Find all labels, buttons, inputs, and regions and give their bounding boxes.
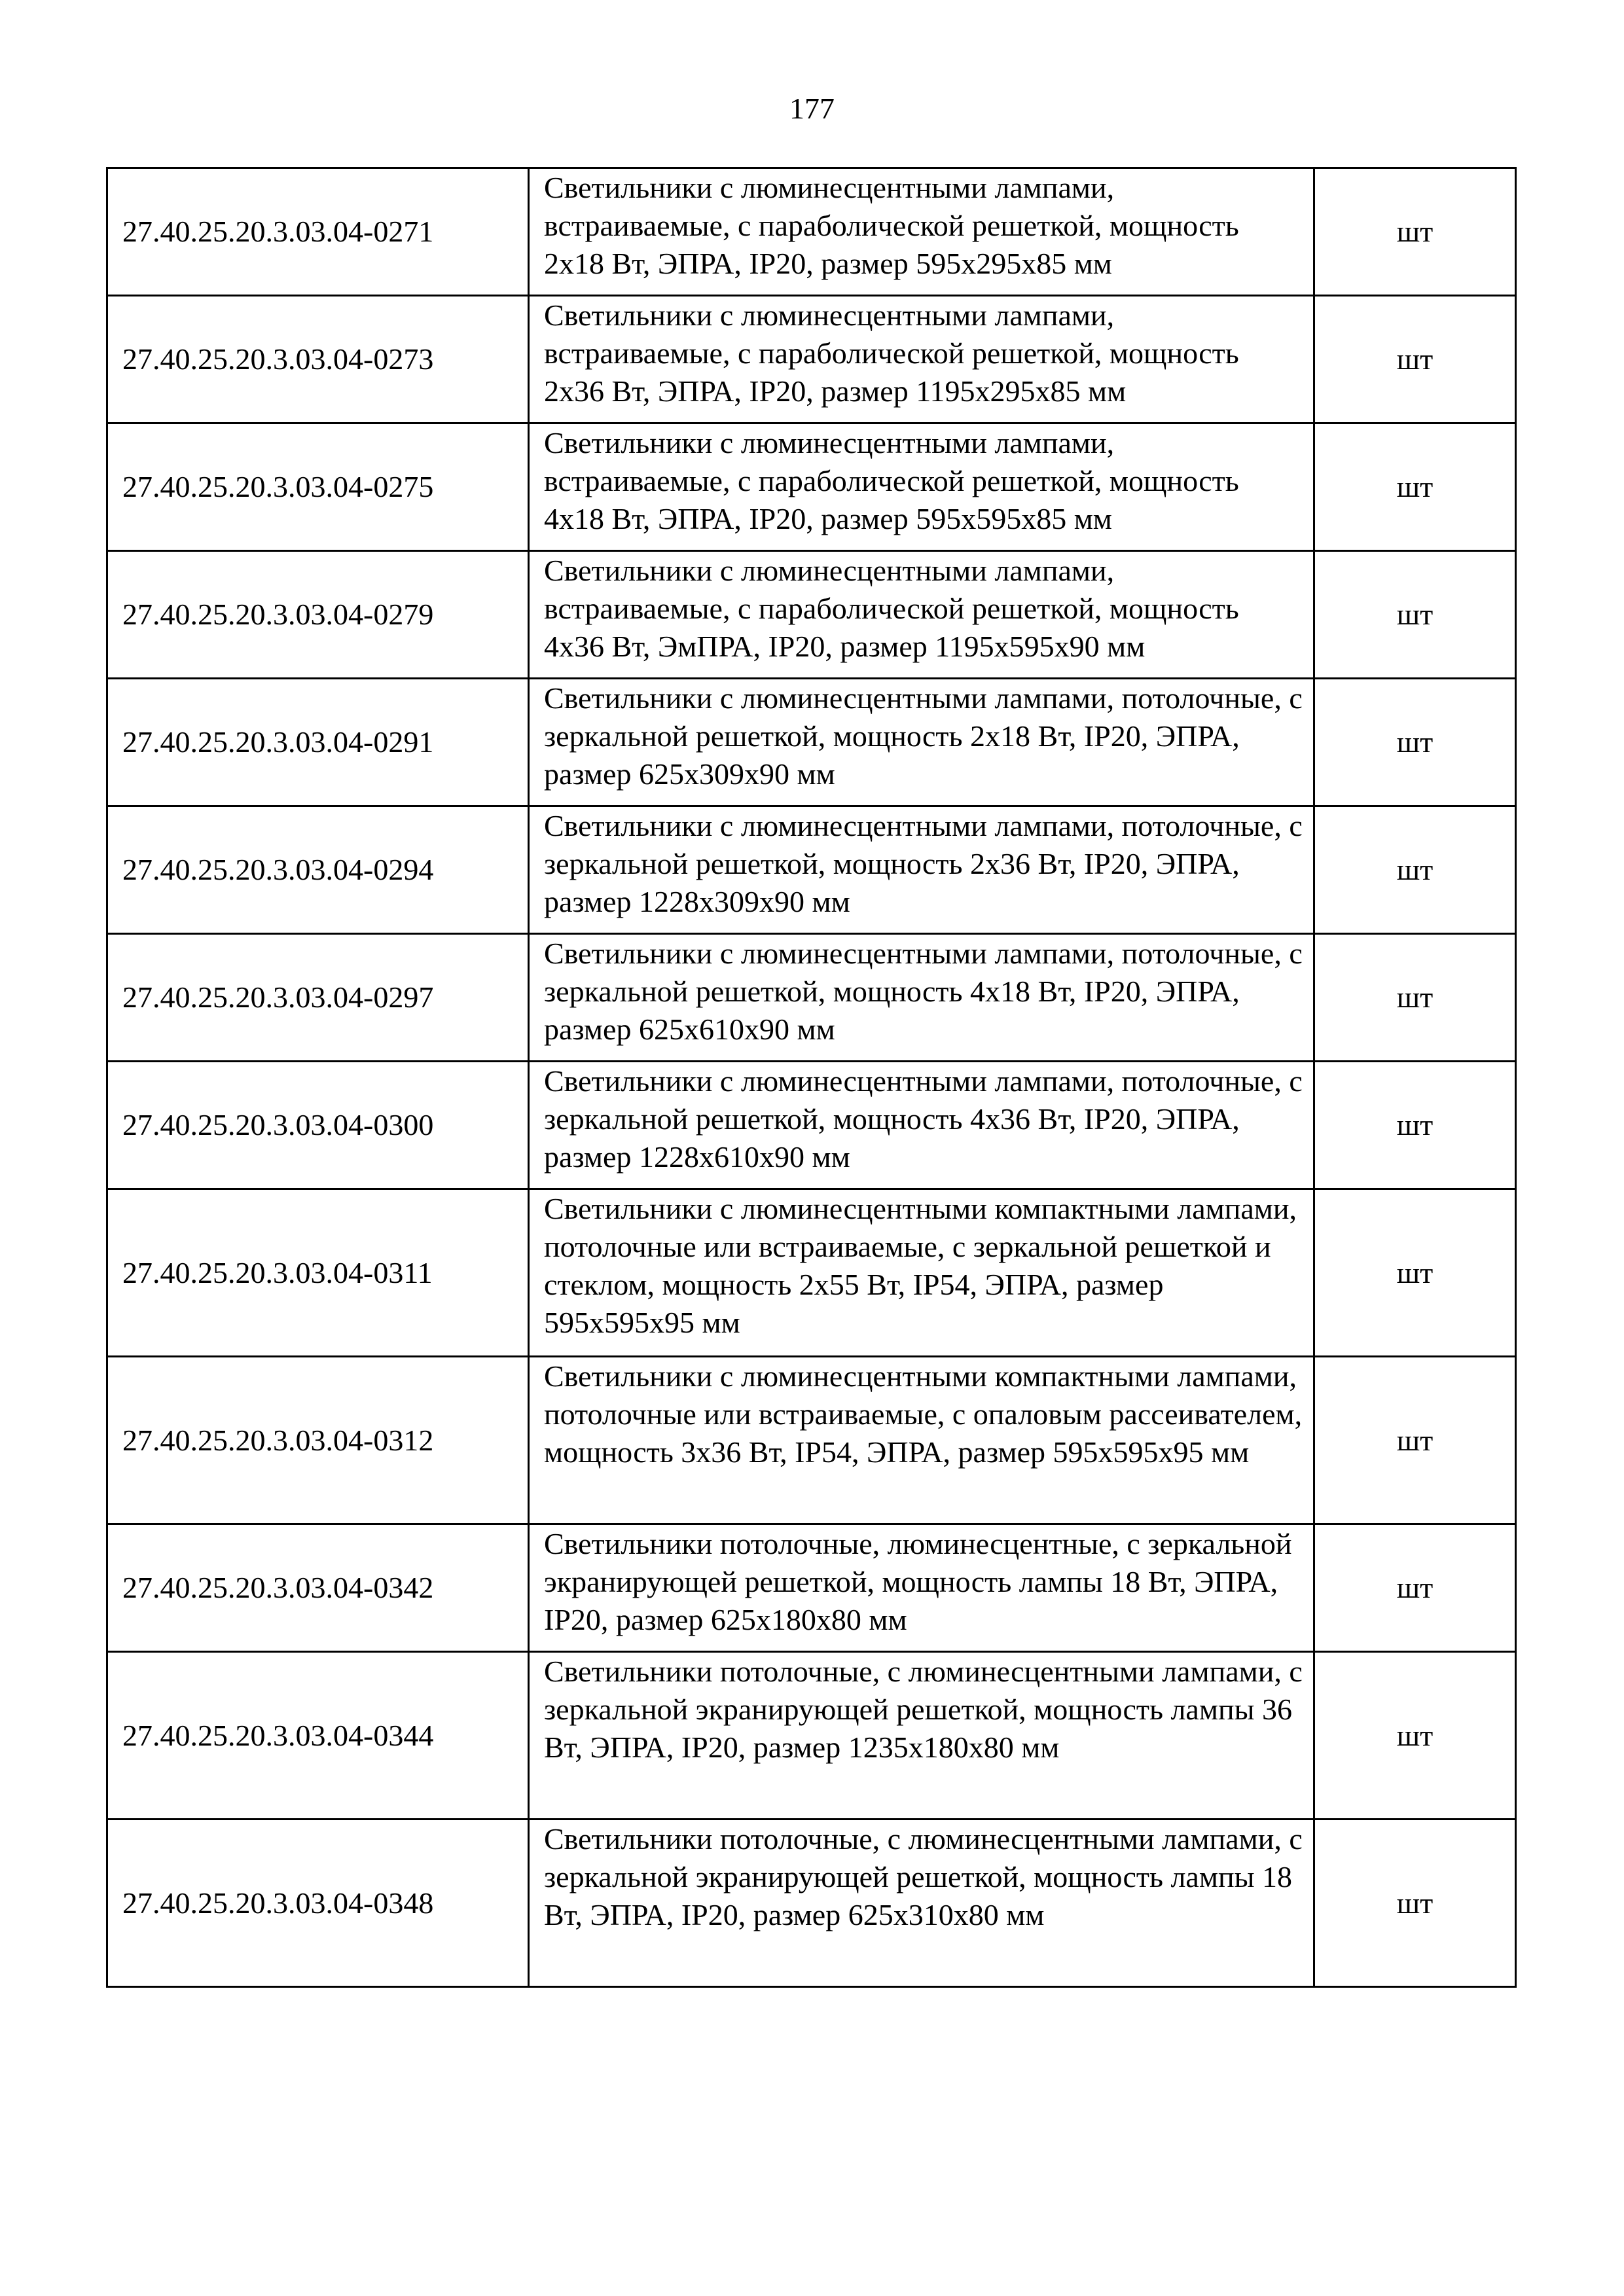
unit-cell: [1314, 806, 1516, 934]
code-cell: 27.40.25.20.3.03.04-0312: [107, 1357, 529, 1524]
code-cell: 27.40.25.20.3.03.04-0311: [107, 1189, 529, 1357]
unit-cell: [1314, 1652, 1516, 1820]
table-row: [107, 1652, 1516, 1820]
unit-label: шт: [1396, 1108, 1434, 1141]
unit-label: шт: [1396, 342, 1434, 376]
code-cell: 27.40.25.20.3.03.04-0348: [107, 1820, 529, 1987]
code-cell: 27.40.25.20.3.03.04-0273: [107, 296, 529, 423]
description-cell: Светильники с люминесцентными лампами, потолочные, с зеркальной решеткой, мощность 2х36 Вт, IP20, ЭПРА, размер 1228х309х90 мм: [529, 806, 1314, 934]
unit-label: шт: [1396, 1718, 1434, 1752]
code-cell: 27.40.25.20.3.03.04-0279: [107, 551, 529, 679]
unit-cell: [1314, 1357, 1516, 1524]
unit-cell: [1314, 1062, 1516, 1189]
table-row: [107, 296, 1516, 423]
unit-cell: [1314, 934, 1516, 1062]
table-row: [107, 679, 1516, 806]
table-row: [107, 1524, 1516, 1652]
description-cell: Светильники с люминесцентными лампами, потолочные, с зеркальной решеткой, мощность 2х18 Вт, IP20, ЭПРА, размер 625х309х90 мм: [529, 679, 1314, 806]
unit-label: шт: [1396, 470, 1434, 503]
table-row: [107, 806, 1516, 934]
table-row: [107, 1062, 1516, 1189]
description-cell: Светильники с люминесцентными лампами, потолочные, с зеркальной решеткой, мощность 4х36 Вт, IP20, ЭПРА, размер 1228х610х90 мм: [529, 1062, 1314, 1189]
page-number: 177: [789, 92, 835, 125]
description-cell: Светильники с люминесцентными лампами, встраиваемые, с параболической решеткой, мощность 4х36 Вт, ЭмПРА, IP20, размер 1195х595х90 мм: [529, 551, 1314, 679]
code-cell: 27.40.25.20.3.03.04-0342: [107, 1524, 529, 1652]
unit-label: шт: [1396, 598, 1434, 631]
unit-label: шт: [1396, 1255, 1434, 1289]
table-row: [107, 1820, 1516, 1987]
code-cell: 27.40.25.20.3.03.04-0291: [107, 679, 529, 806]
unit-label: шт: [1396, 1886, 1434, 1920]
code-cell: 27.40.25.20.3.03.04-0271: [107, 168, 529, 296]
unit-label: шт: [1396, 1423, 1434, 1457]
unit-cell: [1314, 423, 1516, 551]
table-row: [107, 1189, 1516, 1357]
unit-cell: [1314, 679, 1516, 806]
unit-cell: [1314, 551, 1516, 679]
unit-cell: [1314, 296, 1516, 423]
description-cell: Светильники с люминесцентными компактными лампами, потолочные или встраиваемые, с опаловым рассеивателем, мощность 3х36 Вт, IP54, ЭПРА, размер 595х595х95 мм: [529, 1357, 1314, 1524]
description-cell: Светильники с люминесцентными лампами, встраиваемые, с параболической решеткой, мощность 4х18 Вт, ЭПРА, IP20, размер 595х595х85 мм: [529, 423, 1314, 551]
description-cell: Светильники потолочные, с люминесцентными лампами, с зеркальной экранирующей решеткой, мощность лампы 18 Вт, ЭПРА, IP20, размер 625х310х80 мм: [529, 1820, 1314, 1987]
unit-cell: [1314, 1189, 1516, 1357]
unit-label: шт: [1396, 853, 1434, 886]
table-row: [107, 423, 1516, 551]
description-cell: Светильники с люминесцентными компактными лампами, потолочные или встраиваемые, с зеркальной решеткой и стеклом, мощность 2х55 Вт, IP54, ЭПРА, размер 595х595х95 мм: [529, 1189, 1314, 1357]
unit-cell: [1314, 168, 1516, 296]
code-cell: 27.40.25.20.3.03.04-0275: [107, 423, 529, 551]
description-cell: Светильники с люминесцентными лампами, потолочные, с зеркальной решеткой, мощность 4х18 Вт, IP20, ЭПРА, размер 625х610х90 мм: [529, 934, 1314, 1062]
code-cell: 27.40.25.20.3.03.04-0297: [107, 934, 529, 1062]
unit-cell: [1314, 1820, 1516, 1987]
description-cell: Светильники с люминесцентными лампами, встраиваемые, с параболической решеткой, мощность 2х36 Вт, ЭПРА, IP20, размер 1195х295х85 мм: [529, 296, 1314, 423]
code-cell: 27.40.25.20.3.03.04-0300: [107, 1062, 529, 1189]
unit-label: шт: [1396, 215, 1434, 248]
unit-label: шт: [1396, 725, 1434, 759]
table-row: [107, 934, 1516, 1062]
unit-cell: [1314, 1524, 1516, 1652]
code-cell: 27.40.25.20.3.03.04-0344: [107, 1652, 529, 1820]
unit-label: шт: [1396, 980, 1434, 1014]
description-cell: Светильники потолочные, с люминесцентными лампами, с зеркальной экранирующей решеткой, мощность лампы 36 Вт, ЭПРА, IP20, размер 1235х180х80 мм: [529, 1652, 1314, 1820]
table-row: [107, 551, 1516, 679]
table-row: [107, 1357, 1516, 1524]
description-cell: Светильники с люминесцентными лампами, встраиваемые, с параболической решеткой, мощность 2х18 Вт, ЭПРА, IP20, размер 595х295х85 мм: [529, 168, 1314, 296]
description-cell: Светильники потолочные, люминесцентные, с зеркальной экранирующей решеткой, мощность лампы 18 Вт, ЭПРА, IP20, размер 625х180х80 мм: [529, 1524, 1314, 1652]
catalog-table: [106, 167, 1517, 1988]
code-cell: 27.40.25.20.3.03.04-0294: [107, 806, 529, 934]
table-row: [107, 168, 1516, 296]
unit-label: шт: [1396, 1571, 1434, 1604]
